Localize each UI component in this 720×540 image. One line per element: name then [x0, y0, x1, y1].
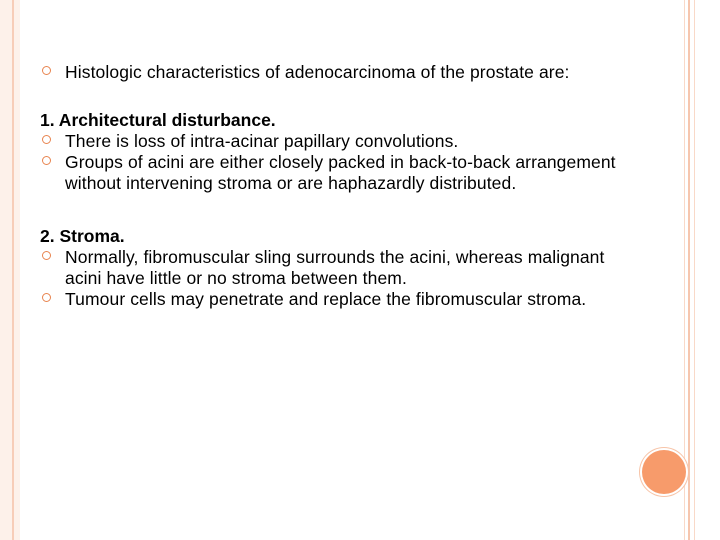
bullet-text: Tumour cells may penetrate and replace the fibromuscular stroma.	[65, 289, 587, 309]
bullet-circle-icon	[42, 251, 51, 260]
list-item	[40, 247, 640, 289]
right-frame-line	[688, 0, 690, 540]
list-item	[40, 152, 640, 194]
section-heading: 2. Stroma.	[40, 226, 125, 246]
bullet-circle-icon	[42, 156, 51, 165]
slide-content	[40, 62, 640, 310]
intro-item	[40, 62, 640, 83]
list-item	[40, 131, 640, 152]
right-frame-line	[684, 0, 685, 540]
right-frame-lines	[678, 0, 720, 540]
section-heading: 1. Architectural disturbance.	[40, 110, 276, 130]
bullet-circle-icon	[42, 66, 51, 75]
decorative-circle-icon	[642, 450, 686, 494]
intro-text: Histologic characteristics of adenocarcinoma of the prostate are:	[65, 62, 570, 82]
bullet-text: Groups of acini are either closely packed in back-to-back arrangement without intervening stroma or are haphazardly distributed.	[65, 152, 616, 193]
list-item	[40, 289, 640, 310]
right-frame-line	[694, 0, 695, 540]
left-frame-rule	[12, 0, 14, 540]
bullet-circle-icon	[42, 293, 51, 302]
bullet-text: There is loss of intra-acinar papillary convolutions.	[65, 131, 459, 151]
bullet-circle-icon	[42, 135, 51, 144]
bullet-text: Normally, fibromuscular sling surrounds the acini, whereas malignant acini have little or no stroma between them.	[65, 247, 605, 288]
left-frame-strip	[0, 0, 20, 540]
